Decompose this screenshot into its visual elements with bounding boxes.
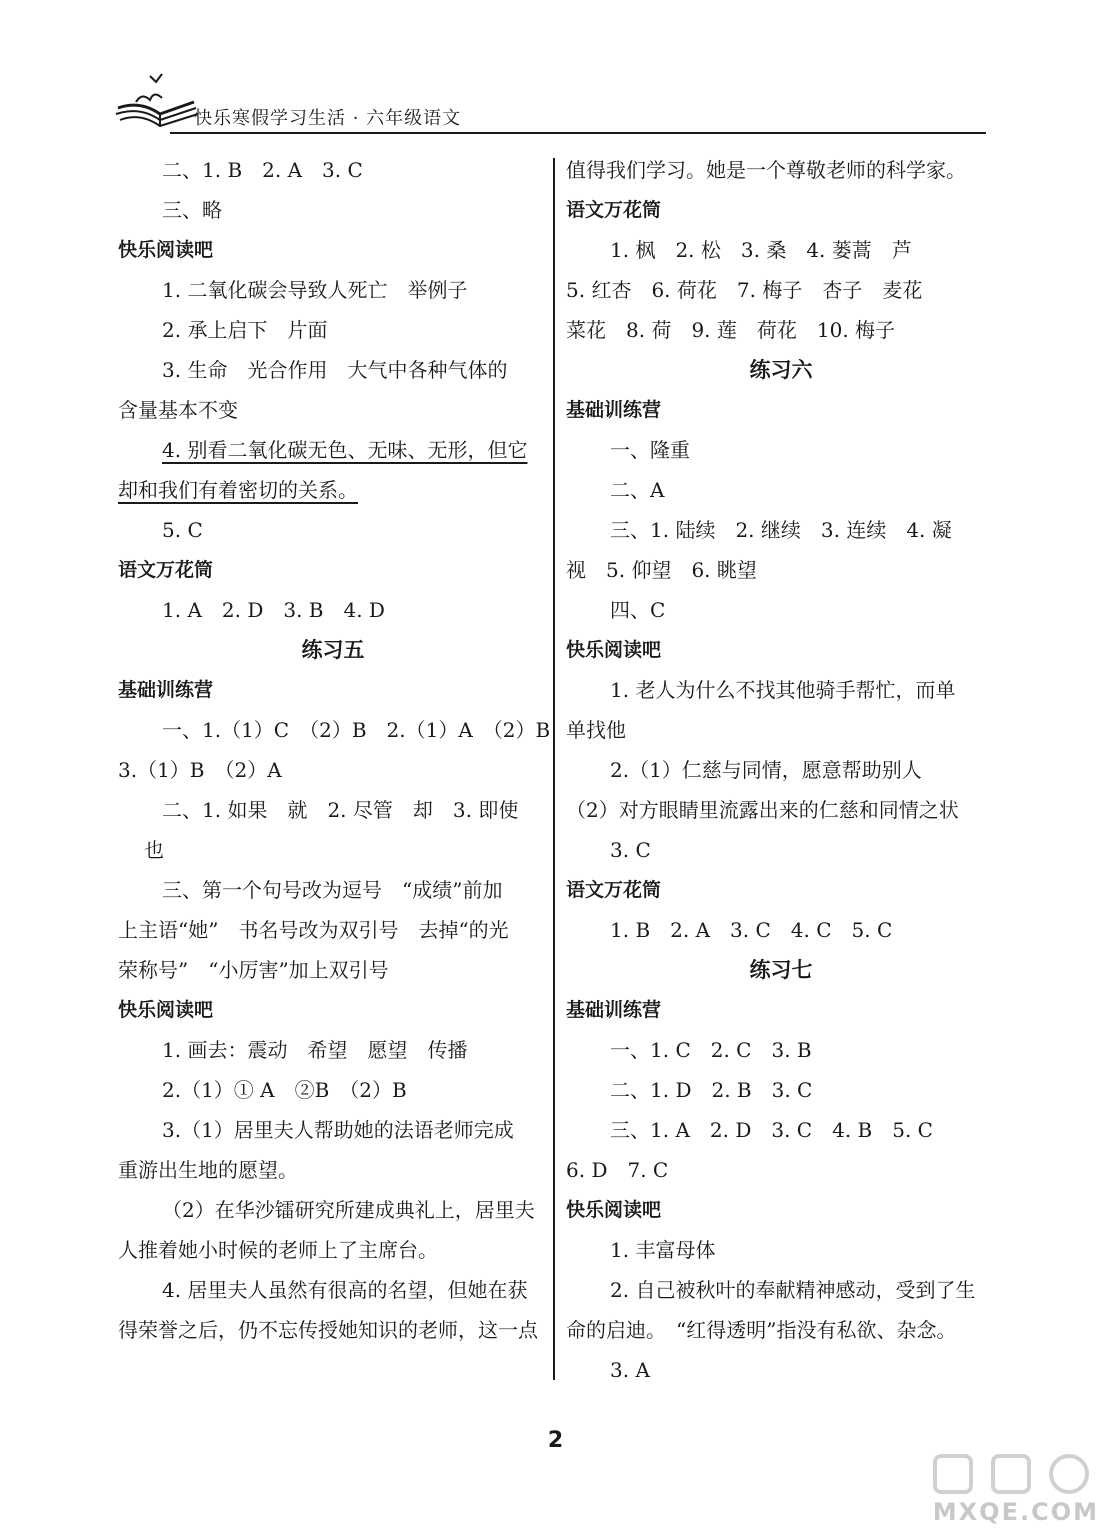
section-heading: 语文万花筒 [566,879,662,901]
answer-line: 3. A [610,1358,650,1382]
section-heading: 快乐阅读吧 [566,639,662,661]
answer-line: 1. 丰富母体 [610,1238,716,1262]
section-heading: 快乐阅读吧 [566,1199,662,1221]
section-heading: 语文万花筒 [118,559,214,581]
answer-line: 得荣誉之后，仍不忘传授她知识的老师，这一点 [118,1318,538,1342]
answer-line: 却和我们有着密切的关系。 [118,478,358,502]
section-heading: 基础训练营 [566,399,662,421]
left-column [118,150,551,1350]
right-column [566,150,996,1390]
watermark [919,1446,1099,1526]
answer-line: 1. A 2. D 3. B 4. D [162,598,385,622]
answer-line: 一、1.（1）C （2）B 2.（1）A （2）B [162,718,551,742]
answer-line: 三、1. A 2. D 3. C 4. B 5. C [610,1118,933,1142]
answer-line: 3. 生命 光合作用 大气中各种气体的 [162,358,508,382]
answer-line: 四、C [610,598,666,622]
answer-line: 菜花 8. 荷 9. 莲 荷花 10. 梅子 [566,318,896,342]
section-heading: 快乐阅读吧 [118,999,214,1021]
answer-line: 人推着她小时候的老师上了主席台。 [118,1238,438,1262]
answer-line: 1. 老人为什么不找其他骑手帮忙，而单 [610,678,956,702]
answer-line: 4. 居里夫人虽然有很高的名望，但她在获 [162,1278,528,1302]
header-title: 快乐寒假学习生活 · 六年级语文 [194,108,462,129]
answer-line: 1. B 2. A 3. C 4. C 5. C [610,918,893,942]
watermark-text: MXQE.COM [932,1498,1099,1526]
watermark-logo-icon [931,1452,1091,1496]
answer-line: 4. 别看二氧化碳无色、无味、无形，但它 [162,438,528,462]
answer-line: 5. 红杏 6. 荷花 7. 梅子 杏子 麦花 [566,278,923,302]
answer-line: 2. 自己被秋叶的奉献精神感动，受到了生 [610,1278,976,1302]
answer-line: 2.（1）仁慈与同情，愿意帮助别人 [610,758,922,782]
answer-line: 一、隆重 [610,438,690,462]
answer-line: 视 5. 仰望 6. 眺望 [566,558,757,582]
answer-line: 二、1. D 2. B 3. C [610,1078,813,1102]
answer-line: 荣称号” “小厉害”加上双引号 [118,958,389,982]
section-heading: 基础训练营 [566,999,662,1021]
answer-line: 二、1. B 2. A 3. C [162,158,363,182]
answer-line: 3.（1）居里夫人帮助她的法语老师完成 [162,1118,514,1142]
answer-line: 也 [144,838,164,862]
answer-line: 5. C [162,518,203,542]
column-divider [553,158,555,1380]
answer-line: 6. D 7. C [566,1158,669,1182]
exercise-title: 练习七 [749,958,813,982]
answer-line: 2. 承上启下 片面 [162,318,328,342]
answer-line: （2）对方眼睛里流露出来的仁慈和同情之状 [566,798,959,822]
book-bird-logo-icon [110,62,200,132]
exercise-title: 练习五 [301,638,365,662]
answer-line: 二、1. 如果 就 2. 尽管 却 3. 即使 [162,798,519,822]
header-rule [170,132,986,134]
answer-line: 三、第一个句号改为逗号 “成绩”前加 [162,878,503,902]
answer-line: 3. C [610,838,651,862]
answer-line: 上主语“她” 书名号改为双引号 去掉“的光 [118,918,509,942]
page-number: 2 [547,1428,564,1453]
answer-line: 命的启迪。 “红得透明”指没有私欲、杂念。 [566,1318,957,1342]
page-header [110,62,990,142]
answer-line: 三、1. 陆续 2. 继续 3. 连续 4. 凝 [610,518,952,542]
answer-line: 三、略 [162,198,222,222]
answer-line: （2）在华沙镭研究所建成典礼上，居里夫 [162,1198,535,1222]
answer-line: 1. 枫 2. 松 3. 桑 4. 蒌蒿 芦 [610,238,912,262]
section-heading: 基础训练营 [118,679,214,701]
exercise-title: 练习六 [749,358,813,382]
answer-line: 一、1. C 2. C 3. B [610,1038,812,1062]
answer-line: 重游出生地的愿望。 [118,1158,298,1182]
answer-line: 含量基本不变 [118,398,238,422]
answer-line: 二、A [610,478,665,502]
answer-line: 单找他 [566,718,626,742]
answer-line: 值得我们学习。她是一个尊敬老师的科学家。 [566,158,966,182]
answer-line: 1. 二氧化碳会导致人死亡 举例子 [162,278,468,302]
section-heading: 语文万花筒 [566,199,662,221]
section-heading: 快乐阅读吧 [118,239,214,261]
answer-line: 1. 画去：震动 希望 愿望 传播 [162,1038,468,1062]
answer-line: 2.（1）① A ②B （2）B [162,1078,407,1102]
answer-line: 3.（1）B （2）A [118,758,282,782]
